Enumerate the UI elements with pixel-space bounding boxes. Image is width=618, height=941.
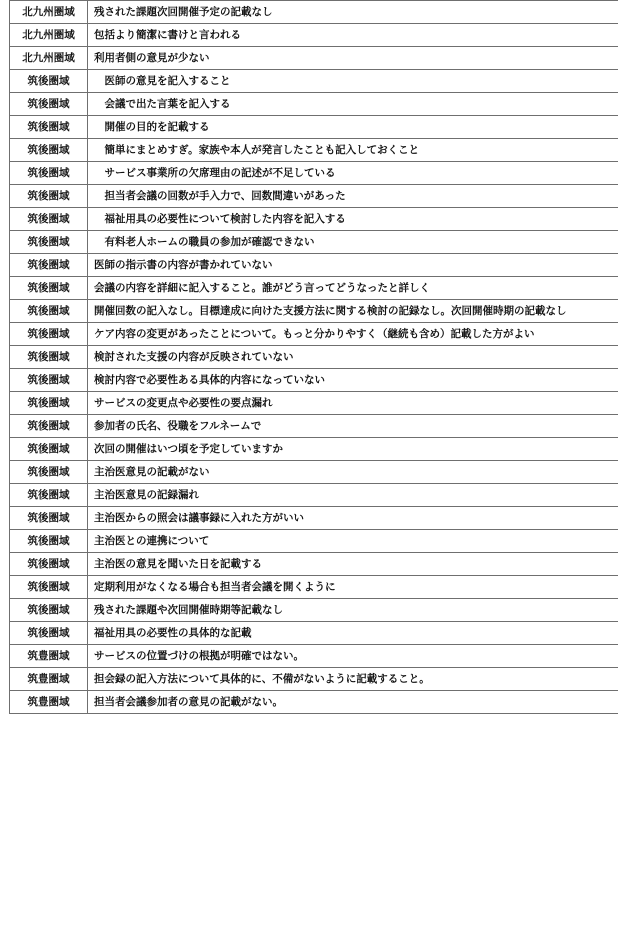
comment-cell: 残された課題や次回開催時期等記載なし <box>88 599 618 622</box>
table-row <box>10 645 618 668</box>
table-row <box>10 576 618 599</box>
area-cell: 筑豊圏域 <box>10 668 88 691</box>
table-row <box>10 208 618 231</box>
comments-table <box>9 0 618 714</box>
table-row <box>10 116 618 139</box>
comment-cell: 検討された支援の内容が反映されていない <box>88 346 618 369</box>
comment-cell: サービス事業所の欠席理由の記述が不足している <box>88 162 618 185</box>
table-row <box>10 139 618 162</box>
table-row <box>10 392 618 415</box>
comment-cell: 担当者会議参加者の意見の記載がない。 <box>88 691 618 714</box>
area-cell: 筑後圏域 <box>10 507 88 530</box>
area-cell: 筑後圏域 <box>10 116 88 139</box>
area-cell: 筑後圏域 <box>10 369 88 392</box>
area-cell: 筑後圏域 <box>10 484 88 507</box>
area-cell: 筑後圏域 <box>10 576 88 599</box>
table-row <box>10 668 618 691</box>
comment-cell: 会議で出た言葉を記入する <box>88 93 618 116</box>
comment-cell: 医師の指示書の内容が書かれていない <box>88 254 618 277</box>
comment-cell: 主治医意見の記録漏れ <box>88 484 618 507</box>
area-cell: 筑後圏域 <box>10 461 88 484</box>
table-row <box>10 484 618 507</box>
comment-cell: 担当者会議の回数が手入力で、回数間違いがあった <box>88 185 618 208</box>
comment-cell: 担会録の記入方法について具体的に、不備がないように記載すること。 <box>88 668 618 691</box>
table-row <box>10 162 618 185</box>
area-cell: 筑豊圏域 <box>10 645 88 668</box>
table-row <box>10 438 618 461</box>
table-row <box>10 300 618 323</box>
table-row <box>10 93 618 116</box>
area-cell: 筑後圏域 <box>10 208 88 231</box>
table-row <box>10 231 618 254</box>
comment-cell: 利用者側の意見が少ない <box>88 47 618 70</box>
area-cell: 筑後圏域 <box>10 231 88 254</box>
area-cell: 筑後圏域 <box>10 599 88 622</box>
table-row <box>10 415 618 438</box>
area-cell: 北九州圏域 <box>10 1 88 24</box>
table-row <box>10 530 618 553</box>
area-cell: 筑後圏域 <box>10 300 88 323</box>
table-row <box>10 70 618 93</box>
area-cell: 北九州圏域 <box>10 24 88 47</box>
table-row <box>10 185 618 208</box>
area-cell: 筑後圏域 <box>10 392 88 415</box>
table-row <box>10 24 618 47</box>
comment-cell: 開催回数の記入なし。目標達成に向けた支援方法に関する検討の記録なし。次回開催時期の記載なし <box>88 300 618 323</box>
table-row <box>10 507 618 530</box>
table-row <box>10 369 618 392</box>
comment-cell: 定期利用がなくなる場合も担当者会議を開くように <box>88 576 618 599</box>
area-cell: 筑後圏域 <box>10 277 88 300</box>
area-cell: 筑後圏域 <box>10 530 88 553</box>
area-cell: 筑後圏域 <box>10 93 88 116</box>
table-row <box>10 277 618 300</box>
area-cell: 筑後圏域 <box>10 553 88 576</box>
area-cell: 筑後圏域 <box>10 346 88 369</box>
comment-cell: 主治医との連携について <box>88 530 618 553</box>
comment-cell: 次回の開催はいつ頃を予定していますか <box>88 438 618 461</box>
comment-cell: 有料老人ホームの職員の参加が確認できない <box>88 231 618 254</box>
comment-cell: 医師の意見を記入すること <box>88 70 618 93</box>
comments-table-body <box>10 1 618 714</box>
area-cell: 筑後圏域 <box>10 323 88 346</box>
area-cell: 筑後圏域 <box>10 438 88 461</box>
area-cell: 筑後圏域 <box>10 622 88 645</box>
area-cell: 筑後圏域 <box>10 162 88 185</box>
comment-cell: 開催の目的を記載する <box>88 116 618 139</box>
comment-cell: ケア内容の変更があったことについて。もっと分かりやすく（継続も含め）記載した方がよい <box>88 323 618 346</box>
area-cell: 筑後圏域 <box>10 70 88 93</box>
area-cell: 筑後圏域 <box>10 139 88 162</box>
comment-cell: 福祉用具の必要性の具体的な記載 <box>88 622 618 645</box>
comment-cell: 簡単にまとめすぎ。家族や本人が発言したことも記入しておくこと <box>88 139 618 162</box>
comment-cell: 包括より簡潔に書けと言われる <box>88 24 618 47</box>
comment-cell: 主治医意見の記載がない <box>88 461 618 484</box>
comment-cell: 福祉用具の必要性について検討した内容を記入する <box>88 208 618 231</box>
table-row <box>10 691 618 714</box>
table-row <box>10 622 618 645</box>
table-row <box>10 47 618 70</box>
comment-cell: 主治医の意見を聞いた日を記載する <box>88 553 618 576</box>
area-cell: 筑後圏域 <box>10 185 88 208</box>
comment-cell: 会議の内容を詳細に記入すること。誰がどう言ってどうなったと詳しく <box>88 277 618 300</box>
comment-cell: 主治医からの照会は議事録に入れた方がいい <box>88 507 618 530</box>
comment-cell: 検討内容で必要性ある具体的内容になっていない <box>88 369 618 392</box>
table-row <box>10 254 618 277</box>
table-row <box>10 346 618 369</box>
table-row <box>10 599 618 622</box>
area-cell: 筑後圏域 <box>10 254 88 277</box>
table-row <box>10 1 618 24</box>
comment-cell: サービスの位置づけの根拠が明確ではない。 <box>88 645 618 668</box>
table-row <box>10 461 618 484</box>
area-cell: 筑後圏域 <box>10 415 88 438</box>
comment-cell: 参加者の氏名、役職をフルネームで <box>88 415 618 438</box>
table-row <box>10 553 618 576</box>
area-cell: 北九州圏域 <box>10 47 88 70</box>
comment-cell: サービスの変更点や必要性の要点漏れ <box>88 392 618 415</box>
document-sheet <box>9 0 618 714</box>
table-row <box>10 323 618 346</box>
area-cell: 筑豊圏域 <box>10 691 88 714</box>
comment-cell: 残された課題次回開催予定の記載なし <box>88 1 618 24</box>
